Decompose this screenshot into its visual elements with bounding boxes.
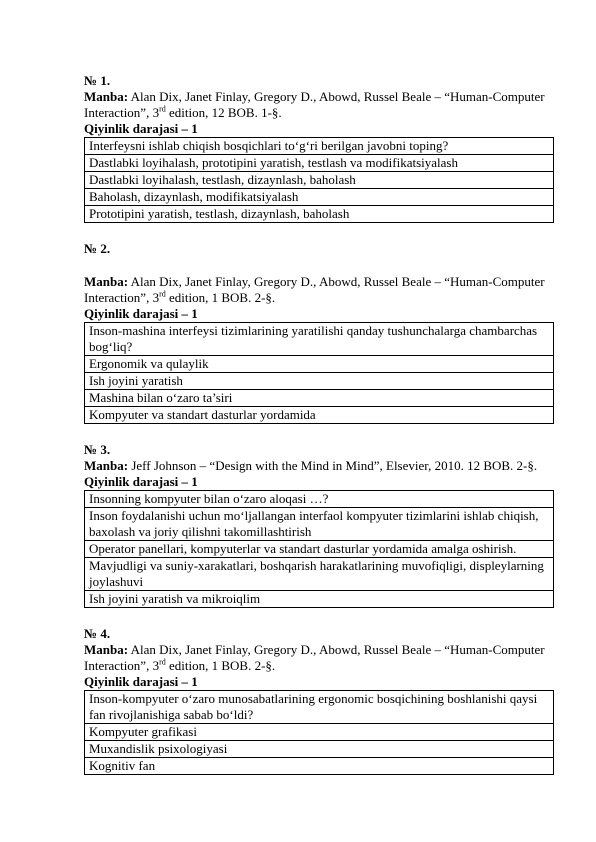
source-label: Manba: bbox=[84, 274, 129, 289]
answer-option: Mavjudligi va suniy-xarakatlari, boshqarish harakatlarining muvofiqligi, displeylarning joylashuvi bbox=[85, 558, 554, 591]
difficulty-level: Qiyinlik darajasi – 1 bbox=[84, 306, 198, 321]
source-citation bbox=[84, 458, 554, 474]
question-text: Inson-kompyuter o‘zaro munosabatlarining ergonomic bosqichining boshlanishi qaysi fan rivojlanishiga sabab bo‘ldi? bbox=[85, 691, 554, 724]
source-text-end: edition, 1 BOB. 2-§. bbox=[165, 658, 276, 673]
question-block bbox=[84, 626, 554, 775]
answer-option: Baholash, dizaynlash, modifikatsiyalash bbox=[85, 189, 554, 206]
source-label: Manba: bbox=[84, 642, 129, 657]
difficulty-level: Qiyinlik darajasi – 1 bbox=[84, 474, 198, 489]
question-row bbox=[85, 138, 554, 155]
answer-row bbox=[85, 390, 554, 407]
answer-option: Prototipini yaratish, testlash, dizaynlash, baholash bbox=[85, 206, 554, 223]
answer-option: Kompyuter grafikasi bbox=[85, 724, 554, 741]
answer-row bbox=[85, 741, 554, 758]
answer-row bbox=[85, 591, 554, 608]
source-text-end: edition, 12 BOB. 1-§. bbox=[165, 105, 282, 120]
answer-row bbox=[85, 172, 554, 189]
answer-table bbox=[84, 137, 554, 223]
question-row bbox=[85, 323, 554, 356]
difficulty-level: Qiyinlik darajasi – 1 bbox=[84, 674, 198, 689]
question-block bbox=[84, 241, 554, 424]
edition-superscript: rd bbox=[159, 104, 166, 114]
edition-superscript: rd bbox=[159, 657, 166, 667]
answer-row bbox=[85, 189, 554, 206]
source-citation bbox=[84, 274, 554, 306]
source-citation bbox=[84, 89, 554, 121]
answer-row bbox=[85, 508, 554, 541]
answer-row bbox=[85, 558, 554, 591]
answer-option: Ish joyini yaratish bbox=[85, 373, 554, 390]
answer-option: Dastlabki loyihalash, testlash, dizaynlash, baholash bbox=[85, 172, 554, 189]
answer-option: Inson foydalanishi uchun mo‘ljallangan interfaol kompyuter tizimlarini ishlab chiqish, baxolash va joriy qilishni takomillashtirish bbox=[85, 508, 554, 541]
answer-option: Kompyuter va standart dasturlar yordamida bbox=[85, 407, 554, 424]
question-row bbox=[85, 491, 554, 508]
question-row bbox=[85, 691, 554, 724]
answer-row bbox=[85, 155, 554, 172]
question-number: № 1. bbox=[84, 73, 111, 88]
answer-row bbox=[85, 356, 554, 373]
source-text: Alan Dix, Janet Finlay, Gregory D., Abowd, Russel Beale – “Human-Computer Interaction”, 3 bbox=[84, 642, 545, 673]
question-text: Inson-mashina interfeysi tizimlarining yaratilishi qanday tushunchalarga chambarchas bog‘liq? bbox=[85, 323, 554, 356]
question-text: Interfeysni ishlab chiqish bosqichlari to‘g‘ri berilgan javobni toping? bbox=[85, 138, 554, 155]
answer-row bbox=[85, 758, 554, 775]
source-text: Alan Dix, Janet Finlay, Gregory D., Abowd, Russel Beale – “Human-Computer Interaction”, 3 bbox=[84, 274, 545, 305]
spacer bbox=[84, 257, 554, 274]
source-label: Manba: bbox=[84, 89, 129, 104]
answer-row bbox=[85, 407, 554, 424]
source-text: Jeff Johnson – “Design with the Mind in Mind”, Elsevier, 2010. 12 BOB. 2-§. bbox=[128, 458, 538, 473]
answer-row bbox=[85, 206, 554, 223]
answer-table bbox=[84, 690, 554, 775]
question-text: Insonning kompyuter bilan o‘zaro aloqasi …? bbox=[85, 491, 554, 508]
answer-option: Operator panellari, kompyuterlar va standart dasturlar yordamida amalga oshirish. bbox=[85, 541, 554, 558]
answer-table bbox=[84, 322, 554, 424]
answer-option: Mashina bilan o‘zaro ta’siri bbox=[85, 390, 554, 407]
answer-option: Muxandislik psixologiyasi bbox=[85, 741, 554, 758]
difficulty-level: Qiyinlik darajasi – 1 bbox=[84, 121, 198, 136]
edition-superscript: rd bbox=[159, 289, 166, 299]
source-text-end: edition, 1 BOB. 2-§. bbox=[165, 290, 276, 305]
answer-row bbox=[85, 541, 554, 558]
answer-table bbox=[84, 490, 554, 608]
question-number: № 2. bbox=[84, 241, 111, 256]
answer-option: Kognitiv fan bbox=[85, 758, 554, 775]
question-number: № 4. bbox=[84, 626, 111, 641]
answer-option: Dastlabki loyihalash, prototipini yaratish, testlash va modifikatsiyalash bbox=[85, 155, 554, 172]
document-page bbox=[84, 73, 554, 793]
answer-row bbox=[85, 724, 554, 741]
question-number: № 3. bbox=[84, 442, 111, 457]
source-text: Alan Dix, Janet Finlay, Gregory D., Abowd, Russel Beale – “Human-Computer Interaction”, 3 bbox=[84, 89, 545, 120]
question-block bbox=[84, 442, 554, 608]
answer-row bbox=[85, 373, 554, 390]
answer-option: Ish joyini yaratish va mikroiqlim bbox=[85, 591, 554, 608]
question-block bbox=[84, 73, 554, 223]
source-label: Manba: bbox=[84, 458, 129, 473]
source-citation bbox=[84, 642, 554, 674]
answer-option: Ergonomik va qulaylik bbox=[85, 356, 554, 373]
